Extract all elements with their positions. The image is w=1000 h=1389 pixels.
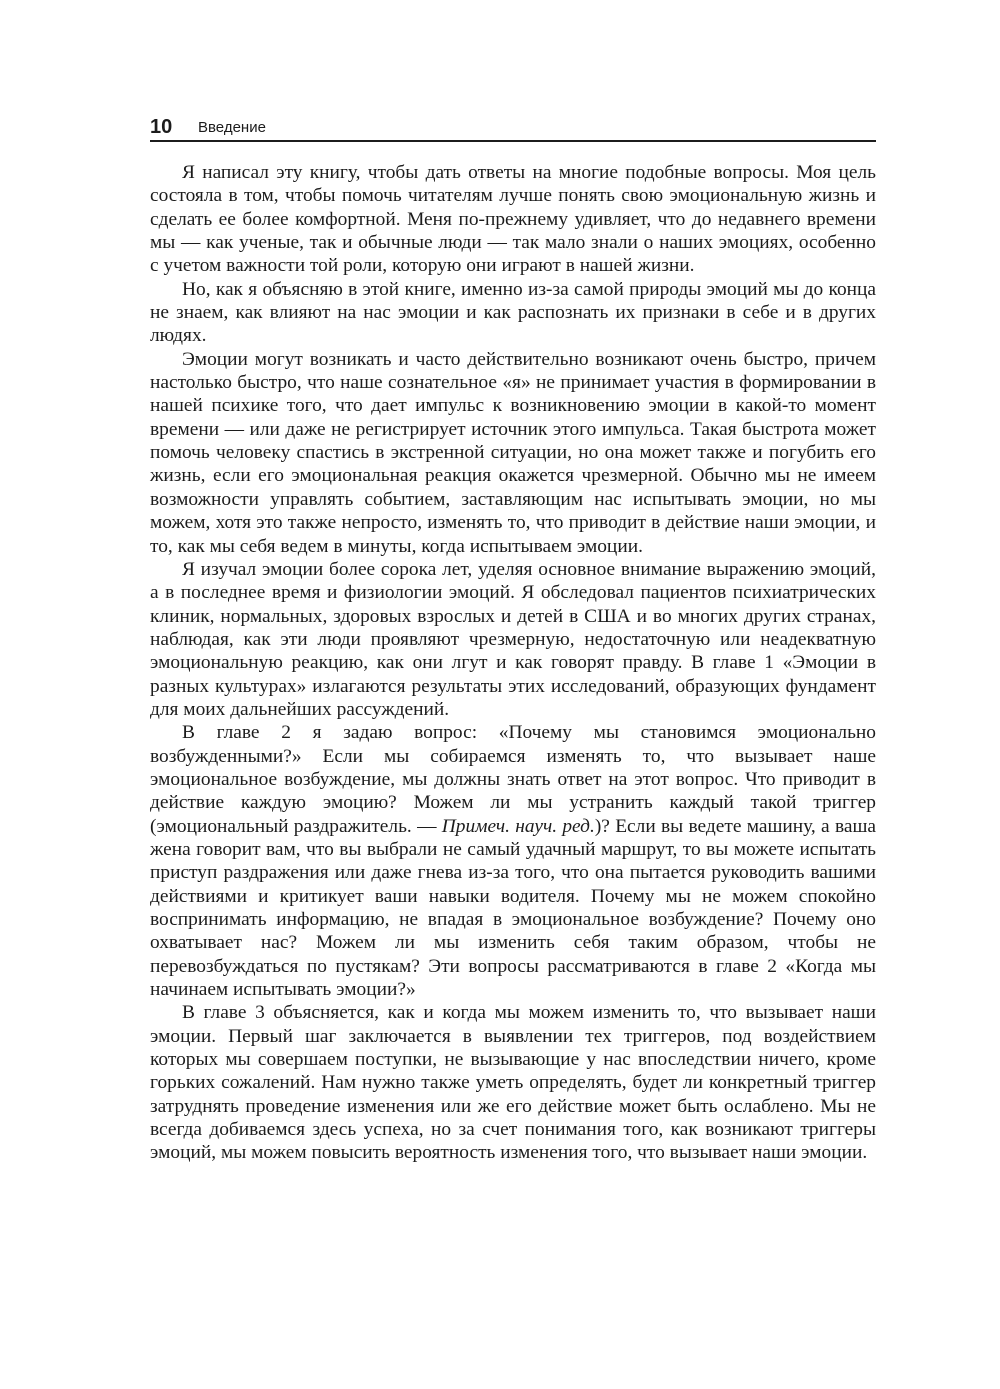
page-number: 10 [150, 116, 173, 138]
paragraph-4: Я изучал эмоции более сорока лет, уделяя основное внимание выражению эмоций, а в последнее время и физиологии эмоций. Я обследовал пациентов психиатрических клиник, нормальных, здоровых взрослых и детей в США и во многих других странах, наблюдая, как эти люди проявляют чрезмерную, недостаточную или неадекватную эмоциональную реакцию, как они лгут и как говорят правду. В главе 1 «Эмоции в разных культурах» излагаются результаты этих исследований, образующих фундамент для моих дальнейших рассуждений. [150, 558, 876, 720]
paragraph-1: Я написал эту книгу, чтобы дать ответы на многие подобные вопросы. Моя цель состояла в том, чтобы помочь читателям лучше понять свою эмоциональную жизнь и сделать ее более комфортной. Меня по-прежнему удивляет, что до недавнего времени мы — как ученые, так и обычные люди — так мало знали о наших эмоциях, особенно с учетом важности той роли, которую они играют в нашей жизни. [150, 162, 876, 277]
running-title: Введение [198, 119, 266, 136]
paragraph-6: В главе 3 объясняется, как и когда мы можем изменить то, что вызывает наши эмоции. Первый шаг заключается в выявлении тех триггеров, под воздействием которых мы совершаем поступки, не вызывающие у нас впоследствии ничего, кроме горьких сожалений. Нам нужно также уметь определять, будет ли конкретный триггер затруднять проведение изменения или же его действие может быть ослаблено. Мы не всегда добиваемся здесь успеха, но за счет понимания того, как возникают триггеры эмоций, мы можем повысить вероятность изменения того, что вызывает наши эмоции. [150, 1002, 876, 1164]
editor-note-italic: Примеч. науч. ред. [441, 815, 595, 837]
page-header [150, 116, 876, 142]
paragraph-2: Но, как я объясняю в этой книге, именно из-за самой природы эмоций мы до конца не знаем, как влияют на нас эмоции и как распознать их признаки в себе и в других людях. [150, 278, 876, 347]
paragraph-5-text-before: В главе 2 я задаю вопрос: «Почему мы становимся эмоционально возбужденными?» Если мы собираемся изменять то, что вызывает наше эмоциональное возбуждение, мы должны знать ответ на этот вопрос. Что приводит в действие каждую эмоцию? Можем ли мы устранить каждый такой триггер (эмоциональный раздражитель. — [150, 722, 876, 837]
paragraph-3: Эмоции могут возникать и часто действительно возникают очень быстро, причем настолько быстро, что наше сознательное «я» не принимает участия в формировании в нашей психике того, что дает импульс к возникновению эмоции в какой-то момент времени — или даже не регистрирует источник этого импульса. Такая быстрота может помочь человеку спастись в экстренной ситуации, но она может также и погубить его жизнь, если его эмоциональная реакция окажется чрезмерной. Обычно мы не имеем возможности управлять событием, заставляющим нас испытывать эмоции, но мы можем, хотя это также непросто, изменять то, что приводит в действие наши эмоции, и то, как мы себя ведем в минуты, когда испытываем эмоции. [150, 348, 876, 557]
body-text [150, 161, 876, 1165]
paragraph-5 [150, 721, 876, 1001]
paragraph-5-text-after: )? Если вы ведете машину, а ваша жена говорит вам, что вы выбрали не самый удачный маршрут, то вы можете испытать приступ раздражения или даже гнева из-за того, что она пытается руководить вашими действиями и критикует ваши навыки водителя. Почему мы не можем спокойно воспринимать информацию, не впадая в эмоциональное возбуждение? Почему оно охватывает нас? Можем ли мы изменить себя таким образом, чтобы не перевозбуждаться по пустякам? Эти вопросы рассматриваются в главе 2 «Когда мы начинаем испытывать эмоции?» [150, 815, 876, 1001]
